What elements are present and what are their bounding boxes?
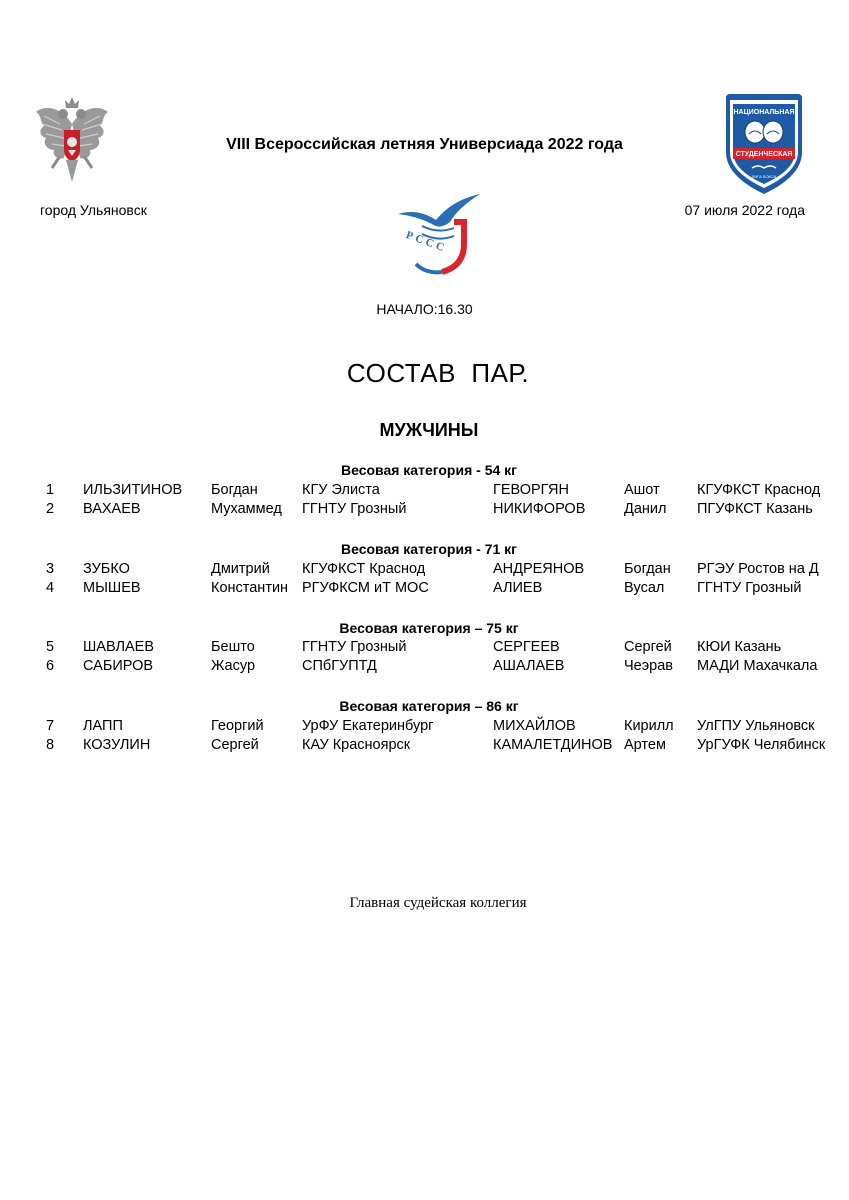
pair-row [0, 718, 849, 737]
boxer1-club: СПбГУПТД [302, 658, 377, 674]
pair-number: 3 [46, 561, 55, 577]
boxer2-last-name: НИКИФОРОВ [493, 501, 586, 517]
boxer1-club: ГГНТУ Грозный [302, 501, 407, 517]
rsss-logo-text: РССС [404, 229, 449, 255]
boxer2-first-name: Вусал [624, 580, 665, 596]
boxer1-first-name: Бешто [211, 639, 255, 655]
boxer2-club: КГУФКСТ Краснод [697, 482, 821, 498]
boxer1-last-name: САБИРОВ [83, 658, 154, 674]
boxer1-first-name: Богдан [211, 482, 258, 498]
pair-row [0, 501, 849, 520]
badge-top-text: НАЦИОНАЛЬНАЯ [733, 109, 795, 116]
pair-number: 4 [46, 580, 55, 596]
boxer2-first-name: Кирилл [624, 718, 674, 734]
boxer1-club: ГГНТУ Грозный [302, 639, 407, 655]
weight-category-title: Весовая категория - 54 кг [340, 462, 518, 478]
city-label: город Ульяновск [40, 202, 147, 218]
boxer2-first-name: Данил [624, 501, 667, 517]
boxer2-first-name: Артем [624, 737, 666, 753]
page-heading: СОСТАВ ПАР. [346, 358, 530, 388]
boxer2-last-name: КАМАЛЕТДИНОВ [493, 737, 613, 753]
pair-number: 6 [46, 658, 55, 674]
boxer2-last-name: МИХАЙЛОВ [493, 718, 576, 734]
boxer2-first-name: Богдан [624, 561, 671, 577]
boxer2-club: КЮИ Казань [697, 639, 782, 655]
boxer2-club: МАДИ Махачкала [697, 658, 818, 674]
event-title: VIII Всероссийская летняя Универсиада 2022 года [226, 136, 623, 153]
boxer2-club: РГЭУ Ростов на Д [697, 561, 819, 577]
boxer1-last-name: ЛАПП [83, 718, 123, 734]
boxer2-last-name: АЛИЕВ [493, 580, 543, 596]
pair-row [0, 580, 849, 599]
boxer2-last-name: ГЕВОРГЯН [493, 482, 569, 498]
boxer1-last-name: ИЛЬЗИТИНОВ [83, 482, 183, 498]
start-time: НАЧАЛО:16.30 [376, 301, 473, 317]
boxer2-first-name: Чеэрав [624, 658, 673, 674]
boxer1-first-name: Константин [211, 580, 289, 596]
boxer1-club: УрФУ Екатеринбург [302, 718, 434, 734]
pair-number: 8 [46, 737, 55, 753]
section-title: МУЖЧИНЫ [379, 420, 479, 440]
boxer1-first-name: Сергей [211, 737, 259, 753]
boxer2-last-name: СЕРГЕЕВ [493, 639, 560, 655]
boxer2-last-name: АНДРЕЯНОВ [493, 561, 585, 577]
boxer1-club: РГУФКСМ иТ МОС [302, 580, 429, 596]
boxer1-last-name: ШАВЛАЕВ [83, 639, 154, 655]
date-label: 07 июля 2022 года [684, 202, 805, 218]
pair-number: 5 [46, 639, 55, 655]
chief-judges-panel: Главная судейская коллегия [349, 895, 527, 911]
pair-number: 7 [46, 718, 55, 734]
boxer2-club: ГГНТУ Грозный [697, 580, 802, 596]
pair-number: 1 [46, 482, 55, 498]
boxer2-last-name: АШАЛАЕВ [493, 658, 565, 674]
pair-row [0, 561, 849, 580]
weight-category-title: Весовая категория – 86 кг [339, 698, 519, 714]
pair-row [0, 658, 849, 677]
boxer1-last-name: КОЗУЛИН [83, 737, 151, 753]
boxer2-club: УлГПУ Ульяновск [697, 718, 815, 734]
boxer2-first-name: Сергей [624, 639, 672, 655]
pair-row [0, 737, 849, 756]
boxer1-club: КГУ Элиста [302, 482, 380, 498]
boxer1-first-name: Дмитрий [211, 561, 270, 577]
boxer2-club: ПГУФКСТ Казань [697, 501, 813, 517]
weight-category-title: Весовая категория – 75 кг [339, 620, 519, 636]
boxer1-club: КГУФКСТ Краснод [302, 561, 426, 577]
boxer1-first-name: Георгий [211, 718, 264, 734]
pair-row [0, 639, 849, 658]
pair-row [0, 482, 849, 501]
badge-band-text: СТУДЕНЧЕСКАЯ [735, 151, 793, 158]
boxer1-first-name: Мухаммед [211, 501, 282, 517]
badge-bottom-text: ЛИГА БОКСА [751, 174, 777, 179]
pair-number: 2 [46, 501, 55, 517]
weight-category-title: Весовая категория - 71 кг [340, 541, 518, 557]
rsss-logo-icon [392, 190, 484, 282]
boxer1-club: КАУ Красноярск [302, 737, 411, 753]
boxer2-club: УрГУФК Челябинск [697, 737, 826, 753]
boxer1-first-name: Жасур [211, 658, 256, 674]
boxer1-last-name: ЗУБКО [83, 561, 130, 577]
boxer2-first-name: Ашот [624, 482, 660, 498]
boxer1-last-name: МЫШЕВ [83, 580, 141, 596]
boxer1-last-name: ВАХАЕВ [83, 501, 141, 517]
